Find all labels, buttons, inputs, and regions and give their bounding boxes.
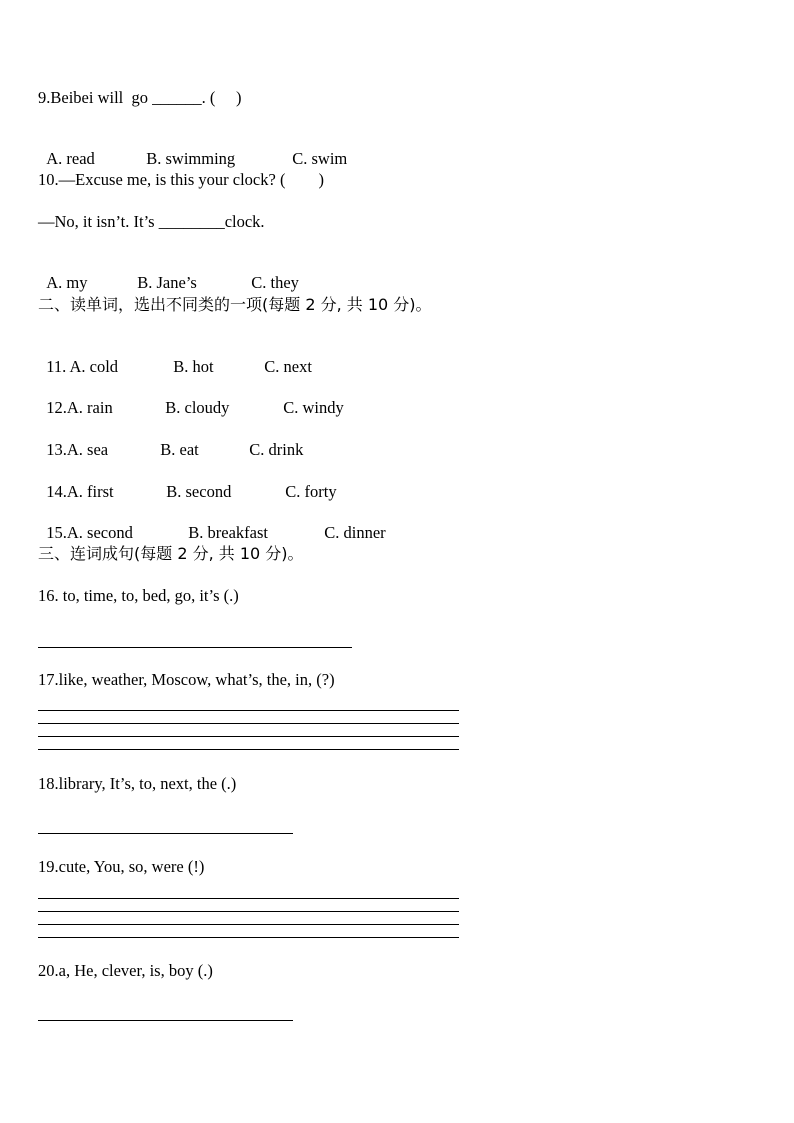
- answer-line: [38, 1020, 293, 1021]
- answer-line: [38, 911, 459, 912]
- option-b: B. hot: [173, 357, 214, 376]
- question-10: 10.—Excuse me, is this your clock? ( ): [38, 170, 324, 189]
- option-b: B. swimming: [146, 149, 236, 168]
- question-9: 9.Beibei will go ______. ( ): [38, 88, 242, 107]
- option-b: B. second: [166, 482, 232, 501]
- question-9-options: [38, 129, 347, 169]
- option-c: C. next: [264, 357, 312, 376]
- option-c: C. dinner: [324, 523, 386, 542]
- section-2-heading: 二、读单词，选出不同类的一项(每题 2 分, 共 10 分)。: [38, 295, 432, 314]
- question-17: 17.like, weather, Moscow, what’s, the, in, (?): [38, 670, 335, 689]
- answer-line: [38, 736, 459, 737]
- option-b: B. Jane’s: [137, 273, 197, 292]
- answer-line: [38, 833, 293, 834]
- answer-line: [38, 898, 459, 899]
- question-11: [38, 337, 312, 377]
- option-c: C. windy: [283, 398, 344, 417]
- answer-line: [38, 749, 459, 750]
- option-a: 12.A. rain: [46, 398, 113, 417]
- option-c: C. swim: [292, 149, 348, 168]
- option-a: 15.A. second: [46, 523, 133, 542]
- option-a: A. read: [46, 149, 95, 168]
- answer-line: [38, 647, 352, 648]
- option-c: C. they: [251, 273, 299, 292]
- answer-line: [38, 723, 459, 724]
- question-18: 18.library, It’s, to, next, the (.): [38, 774, 237, 793]
- question-10-reply: —No, it isn’t. It’s ________clock.: [38, 212, 265, 231]
- answer-line: [38, 710, 459, 711]
- option-a: A. my: [46, 273, 88, 292]
- question-20: 20.a, He, clever, is, boy (.): [38, 961, 213, 980]
- question-12: [38, 378, 344, 418]
- option-a: 13.A. sea: [46, 440, 109, 459]
- section-3-heading: 三、连词成句(每题 2 分, 共 10 分)。: [38, 544, 304, 563]
- question-16: 16. to, time, to, bed, go, it’s (.): [38, 586, 239, 605]
- question-14: [38, 462, 337, 502]
- question-10-options: [38, 253, 299, 293]
- question-13: [38, 420, 303, 460]
- option-c: C. drink: [249, 440, 304, 459]
- option-c: C. forty: [285, 482, 337, 501]
- answer-line: [38, 924, 459, 925]
- option-a: 11. A. cold: [46, 357, 119, 376]
- option-a: 14.A. first: [46, 482, 114, 501]
- answer-line: [38, 937, 459, 938]
- question-15: [38, 503, 386, 543]
- option-b: B. cloudy: [165, 398, 230, 417]
- option-b: B. breakfast: [188, 523, 268, 542]
- question-19: 19.cute, You, so, were (!): [38, 857, 205, 876]
- option-b: B. eat: [160, 440, 199, 459]
